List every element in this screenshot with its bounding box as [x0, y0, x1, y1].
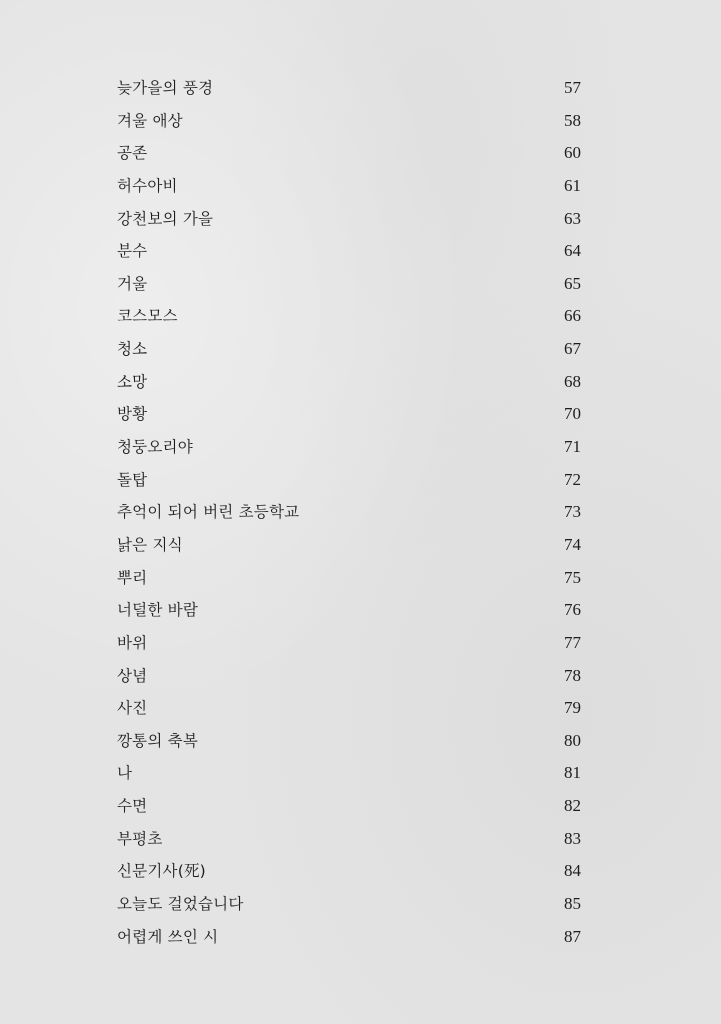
toc-entry: [117, 333, 581, 366]
toc-entry-title: 낡은 지식: [117, 535, 183, 554]
toc-entry: [117, 464, 581, 497]
toc-entry-title: 허수아비: [117, 176, 178, 195]
toc-entry-page: 82: [564, 796, 581, 816]
toc-entry-page: 58: [564, 110, 581, 130]
toc-entry-title: 청둥오리야: [117, 438, 193, 457]
toc-entry-title: 강천보의 가을: [117, 209, 214, 228]
toc-entry-title: 신문기사(死): [117, 862, 206, 881]
toc-entry-page: 74: [564, 534, 581, 554]
toc-entry-page: 67: [564, 339, 581, 359]
toc-entry-title: 거울: [117, 274, 148, 293]
toc-entry-page: 84: [564, 861, 581, 881]
toc-entry-title: 너덜한 바람: [117, 601, 198, 620]
toc-entry-title: 수면: [117, 797, 148, 816]
toc-entry-page: 79: [564, 698, 581, 718]
toc-entry-page: 87: [564, 926, 581, 946]
toc-entry: [117, 790, 581, 823]
toc-entry-page: 72: [564, 469, 581, 489]
toc-entry: [117, 431, 581, 464]
toc-entry: [117, 398, 581, 431]
toc-entry-page: 65: [564, 273, 581, 293]
toc-entry-page: 78: [564, 665, 581, 685]
toc-entry: [117, 105, 581, 138]
toc-entry-page: 76: [564, 600, 581, 620]
toc-entry-title: 상념: [117, 666, 148, 685]
toc-entry: [117, 725, 581, 758]
toc-entry: [117, 137, 581, 170]
toc-entry: [117, 235, 581, 268]
toc-entry: [117, 627, 581, 660]
toc-entry-title: 뿌리: [117, 568, 148, 587]
toc-entry-page: 80: [564, 730, 581, 750]
toc-entry: [117, 855, 581, 888]
toc-entry-title: 어렵게 쓰인 시: [117, 927, 219, 946]
toc-entry: [117, 921, 581, 954]
toc-entry: [117, 594, 581, 627]
toc-entry-page: 83: [564, 828, 581, 848]
toc-entry-page: 60: [564, 143, 581, 163]
toc-entry: [117, 757, 581, 790]
toc-entry-page: 68: [564, 371, 581, 391]
toc-entry-title: 코스모스: [117, 307, 178, 326]
toc-entry-title: 돌탑: [117, 470, 148, 489]
toc-entry-title: 깡통의 축복: [117, 731, 198, 750]
toc-entry: [117, 170, 581, 203]
toc-entry-page: 61: [564, 175, 581, 195]
table-of-contents: [117, 72, 581, 953]
toc-entry-page: 81: [564, 763, 581, 783]
toc-entry-page: 71: [564, 437, 581, 457]
toc-entry-page: 66: [564, 306, 581, 326]
toc-entry-title: 추억이 되어 버린 초등학교: [117, 503, 300, 522]
toc-entry-page: 75: [564, 567, 581, 587]
toc-entry: [117, 496, 581, 529]
toc-entry: [117, 72, 581, 105]
toc-entry-page: 70: [564, 404, 581, 424]
toc-entry-page: 73: [564, 502, 581, 522]
toc-entry: [117, 268, 581, 301]
toc-entry-page: 85: [564, 894, 581, 914]
toc-entry-title: 바위: [117, 633, 148, 652]
toc-entry-title: 방황: [117, 405, 148, 424]
toc-entry: [117, 660, 581, 693]
toc-entry: [117, 888, 581, 921]
toc-entry-title: 청소: [117, 340, 148, 359]
toc-entry-title: 늦가을의 풍경: [117, 79, 214, 97]
toc-entry: [117, 529, 581, 562]
toc-entry-page: 63: [564, 208, 581, 228]
toc-entry-page: 57: [564, 78, 581, 97]
toc-entry: [117, 562, 581, 595]
toc-entry: [117, 203, 581, 236]
toc-entry-title: 부평초: [117, 829, 163, 848]
toc-entry-title: 겨울 애상: [117, 111, 183, 130]
toc-entry: [117, 823, 581, 856]
toc-entry-title: 소망: [117, 372, 148, 391]
toc-entry: [117, 300, 581, 333]
toc-entry-page: 77: [564, 632, 581, 652]
toc-entry-page: 64: [564, 241, 581, 261]
toc-entry-title: 나: [117, 764, 133, 783]
toc-entry: [117, 692, 581, 725]
toc-entry-title: 공존: [117, 144, 148, 163]
toc-entry-title: 오늘도 걸었습니다: [117, 895, 244, 914]
toc-entry-title: 분수: [117, 242, 148, 261]
toc-entry: [117, 366, 581, 399]
toc-entry-title: 사진: [117, 699, 148, 718]
